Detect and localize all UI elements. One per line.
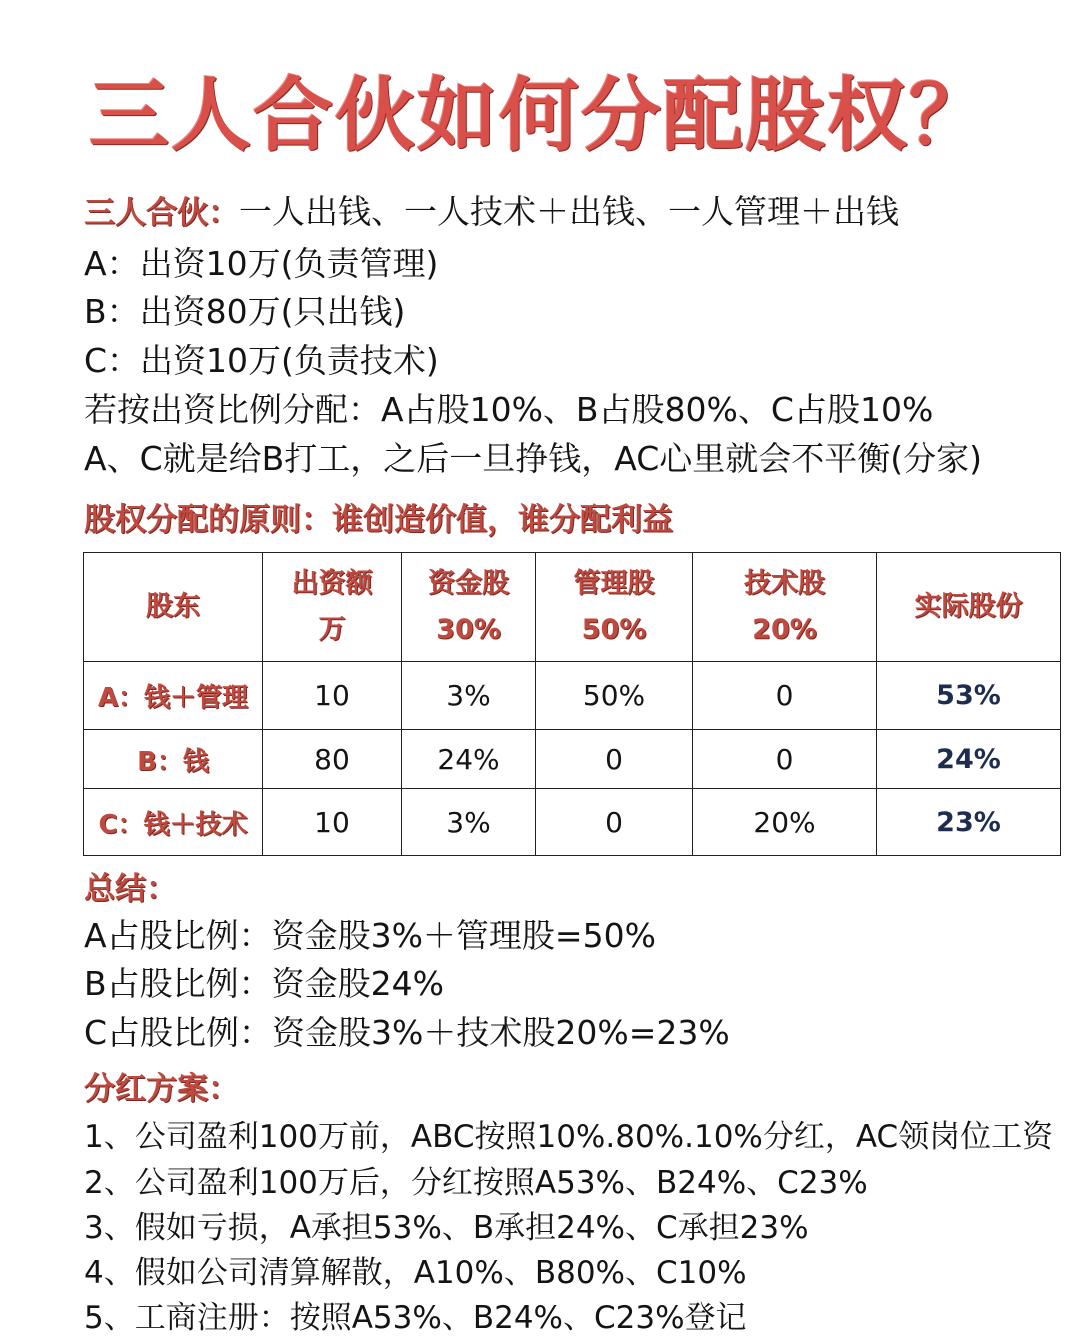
- partner-b-line: B：出资80万(只出钱): [84, 292, 406, 331]
- cell-holder: B：钱: [84, 730, 263, 789]
- header-actual: 实际股份: [877, 553, 1061, 662]
- summary-heading: 总结：: [84, 871, 177, 907]
- cell-fund-share: 3%: [402, 662, 536, 730]
- cell-actual: 24%: [877, 730, 1061, 789]
- cell-fund-share: 3%: [402, 789, 536, 856]
- summary-item-a: A占股比例：资金股3%＋管理股=50%: [84, 916, 656, 955]
- cell-actual: 23%: [877, 789, 1061, 856]
- cell-mgmt-share: 0: [536, 789, 693, 856]
- problem-line: A、C就是给B打工，之后一旦挣钱，AC心里就会不平衡(分家): [84, 439, 983, 478]
- dividend-item-5: 5、工商注册：按照A53%、B24%、C23%登记: [84, 1300, 747, 1336]
- dividend-item-3: 3、假如亏损，A承担53%、B承担24%、C承担23%: [84, 1210, 809, 1246]
- table-row: [84, 662, 1061, 730]
- cell-capital: 10: [263, 789, 402, 856]
- page-title: 三人合伙如何分配股权？: [89, 69, 991, 162]
- header-capital: 出资额 万: [263, 553, 402, 662]
- cell-fund-share: 24%: [402, 730, 536, 789]
- intro-line: [84, 190, 899, 235]
- principle-heading: 股权分配的原则：谁创造价值，谁分配利益: [84, 502, 673, 538]
- cell-mgmt-share: 50%: [536, 662, 693, 730]
- table-row: [84, 789, 1061, 856]
- dividend-item-4: 4、假如公司清算解散，A10%、B80%、C10%: [84, 1255, 747, 1291]
- intro-label: 三人合伙：: [84, 195, 239, 231]
- cell-tech-share: 0: [693, 662, 877, 730]
- summary-item-c: C占股比例：资金股3%＋技术股20%=23%: [84, 1013, 730, 1052]
- summary-item-b: B占股比例：资金股24%: [84, 964, 444, 1003]
- header-fund-share: 资金股 30%: [402, 553, 536, 662]
- cell-capital: 10: [263, 662, 402, 730]
- cell-tech-share: 0: [693, 730, 877, 789]
- equity-table: [83, 552, 1061, 856]
- header-mgmt-share: 管理股 50%: [536, 553, 693, 662]
- intro-text: 一人出钱、一人技术＋出钱、一人管理＋出钱: [239, 192, 899, 231]
- cell-capital: 80: [263, 730, 402, 789]
- partner-c-line: C：出资10万(负责技术): [84, 341, 439, 380]
- partner-a-line: A：出资10万(负责管理): [84, 244, 439, 283]
- cell-actual: 53%: [877, 662, 1061, 730]
- header-tech-share: 技术股 20%: [693, 553, 877, 662]
- cell-mgmt-share: 0: [536, 730, 693, 789]
- dividend-item-1: 1、公司盈利100万前，ABC按照10%.80%.10%分红，AC领岗位工资: [84, 1119, 1054, 1155]
- cell-holder: A：钱＋管理: [84, 662, 263, 730]
- table-row: [84, 730, 1061, 789]
- table-header-row: [84, 553, 1061, 662]
- header-holder: 股东: [84, 553, 263, 662]
- by-capital-line: 若按出资比例分配：A占股10%、B占股80%、C占股10%: [84, 390, 934, 429]
- cell-tech-share: 20%: [693, 789, 877, 856]
- cell-holder: C：钱＋技术: [84, 789, 263, 856]
- dividend-item-2: 2、公司盈利100万后，分红按照A53%、B24%、C23%: [84, 1165, 868, 1201]
- dividend-heading: 分红方案：: [84, 1071, 239, 1107]
